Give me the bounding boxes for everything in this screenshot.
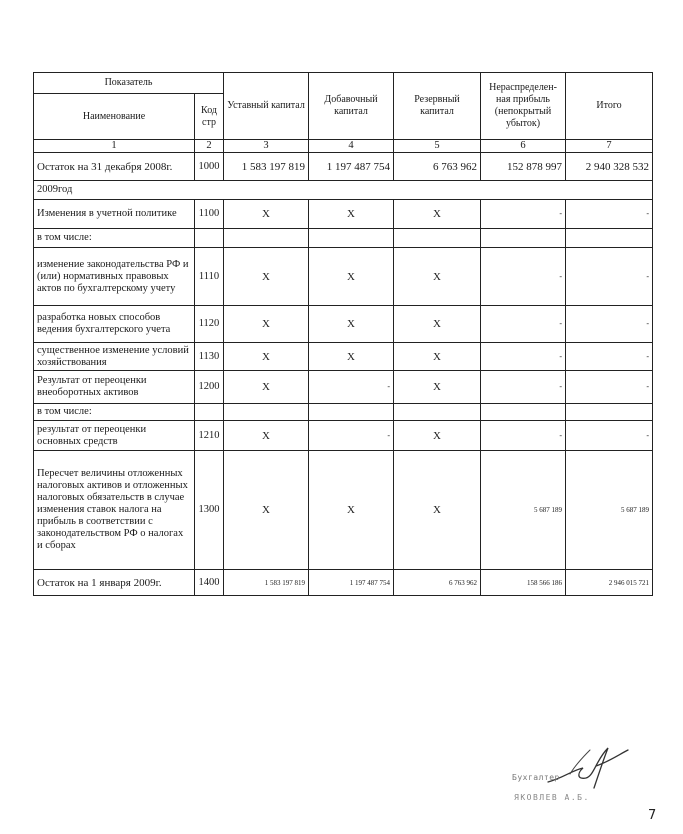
signature-name: ЯКОВЛЕВ А.Б. — [514, 793, 590, 802]
cell-authorized-capital: X — [224, 451, 309, 570]
row-code: 1120 — [195, 306, 224, 343]
row-code: 1110 — [195, 248, 224, 306]
table-row-1300 — [34, 451, 653, 570]
row-name: изменение законодательства РФ и (или) нормативных правовых актов по бухгалтерскому учету — [34, 248, 195, 306]
header-name: Наименование — [34, 94, 195, 140]
header-row-top — [34, 73, 653, 94]
column-number-row — [34, 140, 653, 153]
row-name: Остаток на 1 января 2009г. — [34, 570, 195, 596]
row-code: 1100 — [195, 200, 224, 229]
row-name: в том числе: — [34, 229, 195, 248]
row-code: 1200 — [195, 371, 224, 404]
cell-retained-earnings: - — [481, 248, 566, 306]
cell-total: 5 687 189 — [566, 451, 653, 570]
cell-total: - — [566, 200, 653, 229]
table-row-1130 — [34, 343, 653, 371]
cell-additional-capital: X — [309, 343, 394, 371]
header-retained-earnings: Нераспределен-ная прибыль (непокрытый убыток) — [481, 73, 566, 140]
cell-reserve-capital: X — [394, 343, 481, 371]
cell-authorized-capital: X — [224, 306, 309, 343]
cell-total: 2 940 328 532 — [566, 153, 653, 181]
row-name: Результат от переоценки внеоборотных активов — [34, 371, 195, 404]
header-reserve-capital: Резервный капитал — [394, 73, 481, 140]
cell-additional-capital: X — [309, 248, 394, 306]
cell-total: 2 946 015 721 — [566, 570, 653, 596]
cell-authorized-capital: X — [224, 248, 309, 306]
row-code: 1400 — [195, 570, 224, 596]
signature-role: Бухгалтер — [512, 773, 560, 782]
signature-block — [508, 740, 648, 810]
section-row-2009 — [34, 181, 653, 200]
cell-reserve-capital: X — [394, 421, 481, 451]
row-name: Пересчет величины отложенных налоговых активов и отложенных налоговых обязательств в случае изменения ставок налога на прибыль в соответствии с законодательством РФ о налогах и сборах — [34, 451, 195, 570]
cell-additional-capital: - — [309, 421, 394, 451]
cell-reserve-capital: X — [394, 306, 481, 343]
section-title: 2009год — [34, 181, 653, 200]
header-code: Код стр — [195, 94, 224, 140]
cell-retained-earnings: 5 687 189 — [481, 451, 566, 570]
table-row-1000 — [34, 153, 653, 181]
cell-reserve-capital: 6 763 962 — [394, 153, 481, 181]
cell-total: - — [566, 306, 653, 343]
header-additional-capital: Добавочный капитал — [309, 73, 394, 140]
row-code: 1130 — [195, 343, 224, 371]
table-row-1400 — [34, 570, 653, 596]
row-name: существенное изменение условий хозяйствования — [34, 343, 195, 371]
row-name: разработка новых способов ведения бухгалтерского учета — [34, 306, 195, 343]
signature-scribble-icon — [528, 740, 638, 795]
cell-authorized-capital: X — [224, 343, 309, 371]
cell-retained-earnings: 158 566 186 — [481, 570, 566, 596]
cell-reserve-capital: X — [394, 451, 481, 570]
row-name: результат от переоценки основных средств — [34, 421, 195, 451]
table-row-1120 — [34, 306, 653, 343]
column-number: 6 — [481, 140, 566, 153]
row-code: 1210 — [195, 421, 224, 451]
cell-total: - — [566, 421, 653, 451]
cell-authorized-capital: X — [224, 371, 309, 404]
table-row-1100 — [34, 200, 653, 229]
column-number: 5 — [394, 140, 481, 153]
cell-total: - — [566, 343, 653, 371]
row-name: Изменения в учетной политике — [34, 200, 195, 229]
cell-additional-capital: X — [309, 306, 394, 343]
cell-additional-capital: X — [309, 451, 394, 570]
cell-authorized-capital: 1 583 197 819 — [224, 153, 309, 181]
column-number: 3 — [224, 140, 309, 153]
table-row-1200 — [34, 371, 653, 404]
table-row-including — [34, 229, 653, 248]
table-row-1110 — [34, 248, 653, 306]
cell-reserve-capital: X — [394, 371, 481, 404]
cell-authorized-capital: X — [224, 421, 309, 451]
cell-total: - — [566, 371, 653, 404]
cell-retained-earnings: - — [481, 343, 566, 371]
header-total: Итого — [566, 73, 653, 140]
column-number: 4 — [309, 140, 394, 153]
page-mark: 7 — [648, 808, 657, 823]
cell-retained-earnings: - — [481, 421, 566, 451]
cell-reserve-capital: X — [394, 200, 481, 229]
cell-authorized-capital: 1 583 197 819 — [224, 570, 309, 596]
header-authorized-capital: Уставный капитал — [224, 73, 309, 140]
cell-additional-capital: - — [309, 371, 394, 404]
cell-retained-earnings: - — [481, 371, 566, 404]
cell-reserve-capital: 6 763 962 — [394, 570, 481, 596]
cell-retained-earnings: - — [481, 306, 566, 343]
column-number: 1 — [34, 140, 195, 153]
capital-changes-table — [33, 72, 653, 596]
cell-retained-earnings: 152 878 997 — [481, 153, 566, 181]
table-row-1210 — [34, 421, 653, 451]
cell-additional-capital: X — [309, 200, 394, 229]
cell-reserve-capital: X — [394, 248, 481, 306]
row-code: 1000 — [195, 153, 224, 181]
table-row-including — [34, 404, 653, 421]
cell-additional-capital: 1 197 487 754 — [309, 570, 394, 596]
row-name: Остаток на 31 декабря 2008г. — [34, 153, 195, 181]
column-number: 2 — [195, 140, 224, 153]
cell-total: - — [566, 248, 653, 306]
header-indicator: Показатель — [34, 73, 224, 94]
column-number: 7 — [566, 140, 653, 153]
cell-authorized-capital: X — [224, 200, 309, 229]
row-name: в том числе: — [34, 404, 195, 421]
row-code: 1300 — [195, 451, 224, 570]
cell-retained-earnings: - — [481, 200, 566, 229]
cell-additional-capital: 1 197 487 754 — [309, 153, 394, 181]
